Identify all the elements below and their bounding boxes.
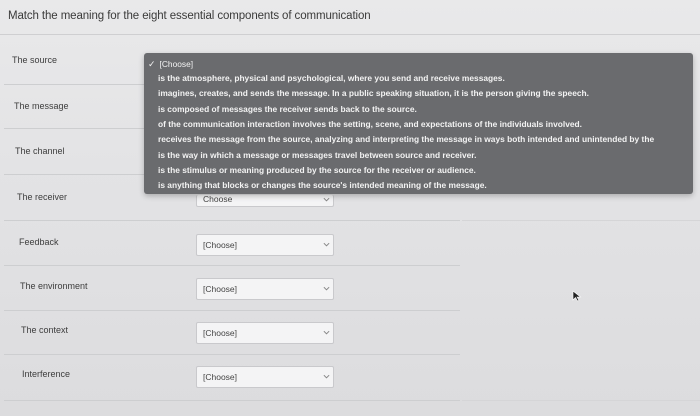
dropdown-option[interactable]: is composed of messages the receiver sends back to the source. xyxy=(158,104,417,114)
row-divider xyxy=(4,400,460,401)
select-value: [Choose] xyxy=(203,328,238,338)
term-label-receiver: The receiver xyxy=(17,192,68,202)
dropdown-option[interactable]: is the stimulus or meaning produced by the source for the receiver or audience. xyxy=(158,165,476,175)
select-receiver[interactable] xyxy=(196,195,334,207)
title-divider xyxy=(0,34,700,35)
chevron-down-icon xyxy=(323,241,330,248)
term-label-message: The message xyxy=(14,101,69,111)
select-feedback[interactable] xyxy=(196,234,334,256)
select-value: [Choose] xyxy=(203,240,238,250)
row-divider xyxy=(4,265,460,266)
chevron-down-icon xyxy=(323,373,330,380)
select-context[interactable] xyxy=(196,322,334,344)
dropdown-option[interactable]: of the communication interaction involves the setting, scene, and expectations of the individuals involved. xyxy=(158,119,582,129)
term-label-environment: The environment xyxy=(20,281,88,291)
checkmark-icon: ✓ xyxy=(148,59,156,69)
select-value: [Choose] xyxy=(203,372,238,382)
term-label-interference: Interference xyxy=(22,369,71,379)
dropdown-option[interactable]: is the way in which a message or messages travel between source and receiver. xyxy=(158,150,477,160)
term-label-channel: The channel xyxy=(15,146,65,156)
column-divider xyxy=(462,400,700,401)
dropdown-option[interactable]: imagines, creates, and sends the message. In a public speaking situation, it is the person giving the speech. xyxy=(158,88,589,98)
term-label-context: The context xyxy=(21,325,69,335)
dropdown-option[interactable]: is anything that blocks or changes the source's intended meaning of the message. xyxy=(158,180,487,190)
select-value: [Choose] xyxy=(203,284,238,294)
select-value: Choose xyxy=(203,194,233,204)
dropdown-option-choose[interactable]: ✓ [Choose] xyxy=(148,59,194,69)
chevron-down-icon xyxy=(323,285,330,292)
select-environment[interactable] xyxy=(196,278,334,300)
row-divider xyxy=(4,354,460,355)
select-interference[interactable] xyxy=(196,366,334,388)
chevron-down-icon xyxy=(323,329,330,336)
row-divider xyxy=(4,310,460,311)
mouse-pointer-icon xyxy=(572,290,582,302)
dropdown-option[interactable]: is the atmosphere, physical and psychological, where you send and receive messages. xyxy=(158,73,505,83)
term-label-feedback: Feedback xyxy=(19,237,59,247)
term-label-source: The source xyxy=(12,55,58,65)
dropdown-option[interactable]: receives the message from the source, analyzing and interpreting the message in ways both intended and unintended by the xyxy=(158,134,655,144)
column-divider xyxy=(462,220,700,221)
chevron-down-icon xyxy=(323,196,330,203)
dropdown-options-list xyxy=(144,53,693,194)
row-divider xyxy=(4,220,460,221)
question-title: Match the meaning for the eight essential components of communication xyxy=(8,10,371,22)
